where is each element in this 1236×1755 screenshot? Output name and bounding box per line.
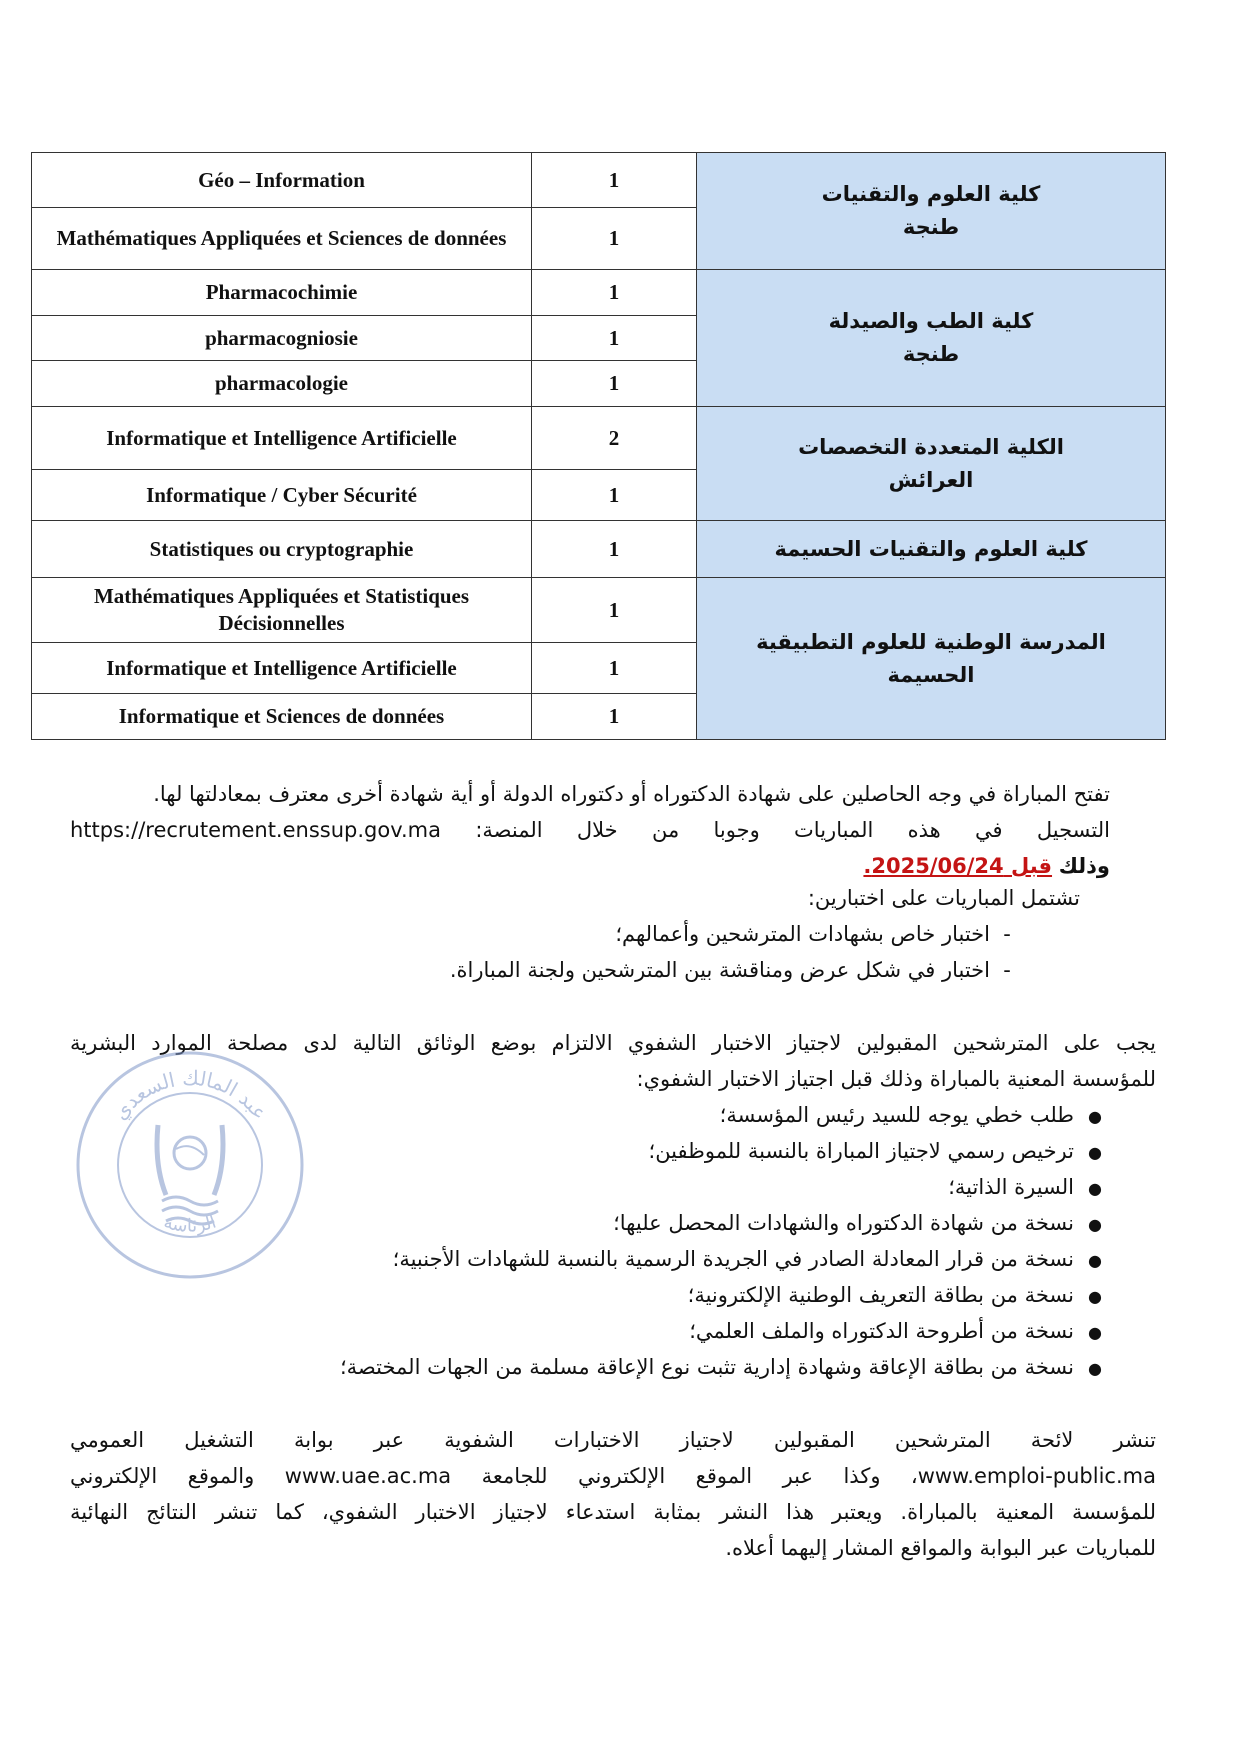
deadline-date: قبل 2025/06/24. <box>863 854 1053 878</box>
publication-section <box>70 1422 1156 1566</box>
eligibility-text: تفتح المباراة في وجه الحاصلين على شهادة الدكتوراه أو دكتوراه الدولة أو أية شهادة أخرى معترف بمعادلتها لها. <box>153 782 1110 806</box>
institution-name: كلية العلوم والتقنيات الحسيمة <box>774 536 1088 561</box>
stamp-bottom-text: الرئاسة <box>161 1211 219 1237</box>
bullet-icon: ● <box>1088 1179 1102 1198</box>
document-item-text: نسخة من بطاقة التعريف الوطنية الإلكترونية؛ <box>687 1283 1074 1307</box>
university-stamp <box>70 1045 310 1285</box>
test-item-text: اختبار خاص بشهادات المترشحين وأعمالهم؛ <box>615 922 990 946</box>
publication-line1: تنشر لائحة المترشحين المقبولين لاجتياز الاختبارات الشفوية عبر بوابة التشغيل العمومي <box>70 1428 1156 1452</box>
bullet-icon: ● <box>1088 1143 1102 1162</box>
deadline-line <box>70 848 1110 884</box>
publication-line4: للمباريات عبر البوابة والمواقع المشار إليهما أعلاه. <box>725 1536 1156 1560</box>
specialty-cell: pharmacologie <box>32 361 532 407</box>
document-item-text: نسخة من بطاقة الإعاقة وشهادة إدارية تثبت نوع الإعاقة مسلمة من الجهات المختصة؛ <box>340 1355 1074 1379</box>
publication-line2-end: والموقع الإلكتروني <box>70 1464 255 1488</box>
bullet-icon: ● <box>1088 1107 1102 1126</box>
specialty-cell: Informatique et Intelligence Artificielle <box>32 643 532 694</box>
bullet-icon: ● <box>1088 1323 1102 1342</box>
document-item-text: نسخة من شهادة الدكتوراه والشهادات المحصل عليها؛ <box>613 1211 1074 1235</box>
institution-city: الحسيمة <box>887 662 975 687</box>
bullet-icon: ● <box>1088 1359 1102 1378</box>
institution-name: كلية العلوم والتقنيات <box>821 182 1041 207</box>
institution-cell <box>697 521 1166 578</box>
institution-name: المدرسة الوطنية للعلوم التطبيقية <box>756 629 1106 654</box>
specialty-cell: Mathématiques Appliquées et Statistiques Décisionnelles <box>32 578 532 643</box>
emploi-public-link[interactable]: www.emploi-public.ma <box>917 1464 1156 1488</box>
institution-cell <box>697 407 1166 521</box>
registration-url-link[interactable]: https://recrutement.enssup.gov.ma <box>70 818 442 842</box>
table-row <box>32 578 1166 643</box>
tests-section <box>70 880 1080 988</box>
registration-label: التسجيل في هذه المباريات وجوبا من خلال المنصة: <box>475 818 1110 842</box>
specialty-cell: Informatique et Sciences de données <box>32 694 532 740</box>
positions-count-cell: 1 <box>532 316 697 361</box>
positions-count-cell: 1 <box>532 470 697 521</box>
publication-line3: للمؤسسة المعنية بالمباراة. ويعتبر هذا النشر بمثابة استدعاء لاجتياز الاختبار الشفوي، كما تنشر النتائج النهائية <box>70 1500 1156 1524</box>
institution-cell <box>697 578 1166 740</box>
dash-icon: - <box>1003 958 1011 982</box>
positions-count-cell: 1 <box>532 643 697 694</box>
document-item-text: نسخة من قرار المعادلة الصادر في الجريدة الرسمية بالنسبة للشهادات الأجنبية؛ <box>392 1247 1074 1271</box>
specialty-cell: Mathématiques Appliquées et Sciences de données <box>32 208 532 270</box>
publication-line2-mid: ، وكذا عبر الموقع الإلكتروني للجامعة <box>481 1464 918 1488</box>
positions-count-cell: 1 <box>532 270 697 316</box>
table-row <box>32 407 1166 470</box>
specialty-cell: Informatique / Cyber Sécurité <box>32 470 532 521</box>
stamp-seal-icon <box>70 1045 310 1285</box>
list-item <box>70 1349 1116 1385</box>
publication-line2 <box>70 1458 1156 1494</box>
table-row <box>32 521 1166 578</box>
institution-cell <box>697 270 1166 407</box>
stamp-top-text: عبد المالك السعدي <box>107 1065 273 1125</box>
tests-list <box>70 916 1024 988</box>
svg-text:عبد المالك السعدي <box>108 1066 273 1125</box>
specialty-cell: Statistiques ou cryptographie <box>32 521 532 578</box>
specialty-cell: pharmacogniosie <box>32 316 532 361</box>
document-item-text: السيرة الذاتية؛ <box>948 1175 1074 1199</box>
table-row <box>32 270 1166 316</box>
positions-count-cell: 1 <box>532 694 697 740</box>
list-item <box>70 916 1024 952</box>
dash-icon: - <box>1003 922 1011 946</box>
positions-table <box>31 152 1166 740</box>
positions-count-cell: 1 <box>532 208 697 270</box>
tests-intro: تشتمل المباريات على اختبارين: <box>807 886 1080 910</box>
positions-count-cell: 1 <box>532 361 697 407</box>
positions-count-cell: 1 <box>532 153 697 208</box>
positions-count-cell: 1 <box>532 521 697 578</box>
document-item-text: طلب خطي يوجه للسيد رئيس المؤسسة؛ <box>719 1103 1074 1127</box>
document-item-text: نسخة من أطروحة الدكتوراه والملف العلمي؛ <box>689 1319 1074 1343</box>
deadline-prefix: وذلك <box>1058 854 1110 878</box>
registration-text <box>70 812 1110 848</box>
document-item-text: ترخيص رسمي لاجتياز المباراة بالنسبة للموظفين؛ <box>648 1139 1074 1163</box>
positions-count-cell: 2 <box>532 407 697 470</box>
institution-city: طنجة <box>902 342 960 366</box>
documents-intro-line1: يجب على المترشحين المقبولين لاجتياز الاختبار الشفوي الالتزام بوضع الوثائق التالية لدى مصلحة الموارد البشرية <box>70 1031 1156 1055</box>
specialty-cell: Informatique et Intelligence Artificielle <box>32 407 532 470</box>
bullet-icon: ● <box>1088 1215 1102 1234</box>
documents-intro-line2: للمؤسسة المعنية بالمباراة وذلك قبل اجتياز الاختبار الشفوي: <box>636 1067 1156 1091</box>
specialty-cell: Pharmacochimie <box>32 270 532 316</box>
institution-city: طنجة <box>902 215 960 239</box>
positions-count-cell: 1 <box>532 578 697 643</box>
list-item <box>70 952 1024 988</box>
eligibility-section <box>70 776 1110 884</box>
institution-name: كلية الطب والصيدلة <box>828 309 1034 334</box>
institution-name: الكلية المتعددة التخصصات <box>798 434 1064 459</box>
bullet-icon: ● <box>1088 1287 1102 1306</box>
list-item <box>70 1313 1116 1349</box>
institution-city: العرائش <box>888 467 974 492</box>
table-row <box>32 153 1166 208</box>
bullet-icon: ● <box>1088 1251 1102 1270</box>
specialty-cell: Géo – Information <box>32 153 532 208</box>
test-item-text: اختبار في شكل عرض ومناقشة بين المترشحين ولجنة المباراة. <box>449 958 990 982</box>
university-site-link[interactable]: www.uae.ac.ma <box>284 1464 452 1488</box>
institution-cell <box>697 153 1166 270</box>
